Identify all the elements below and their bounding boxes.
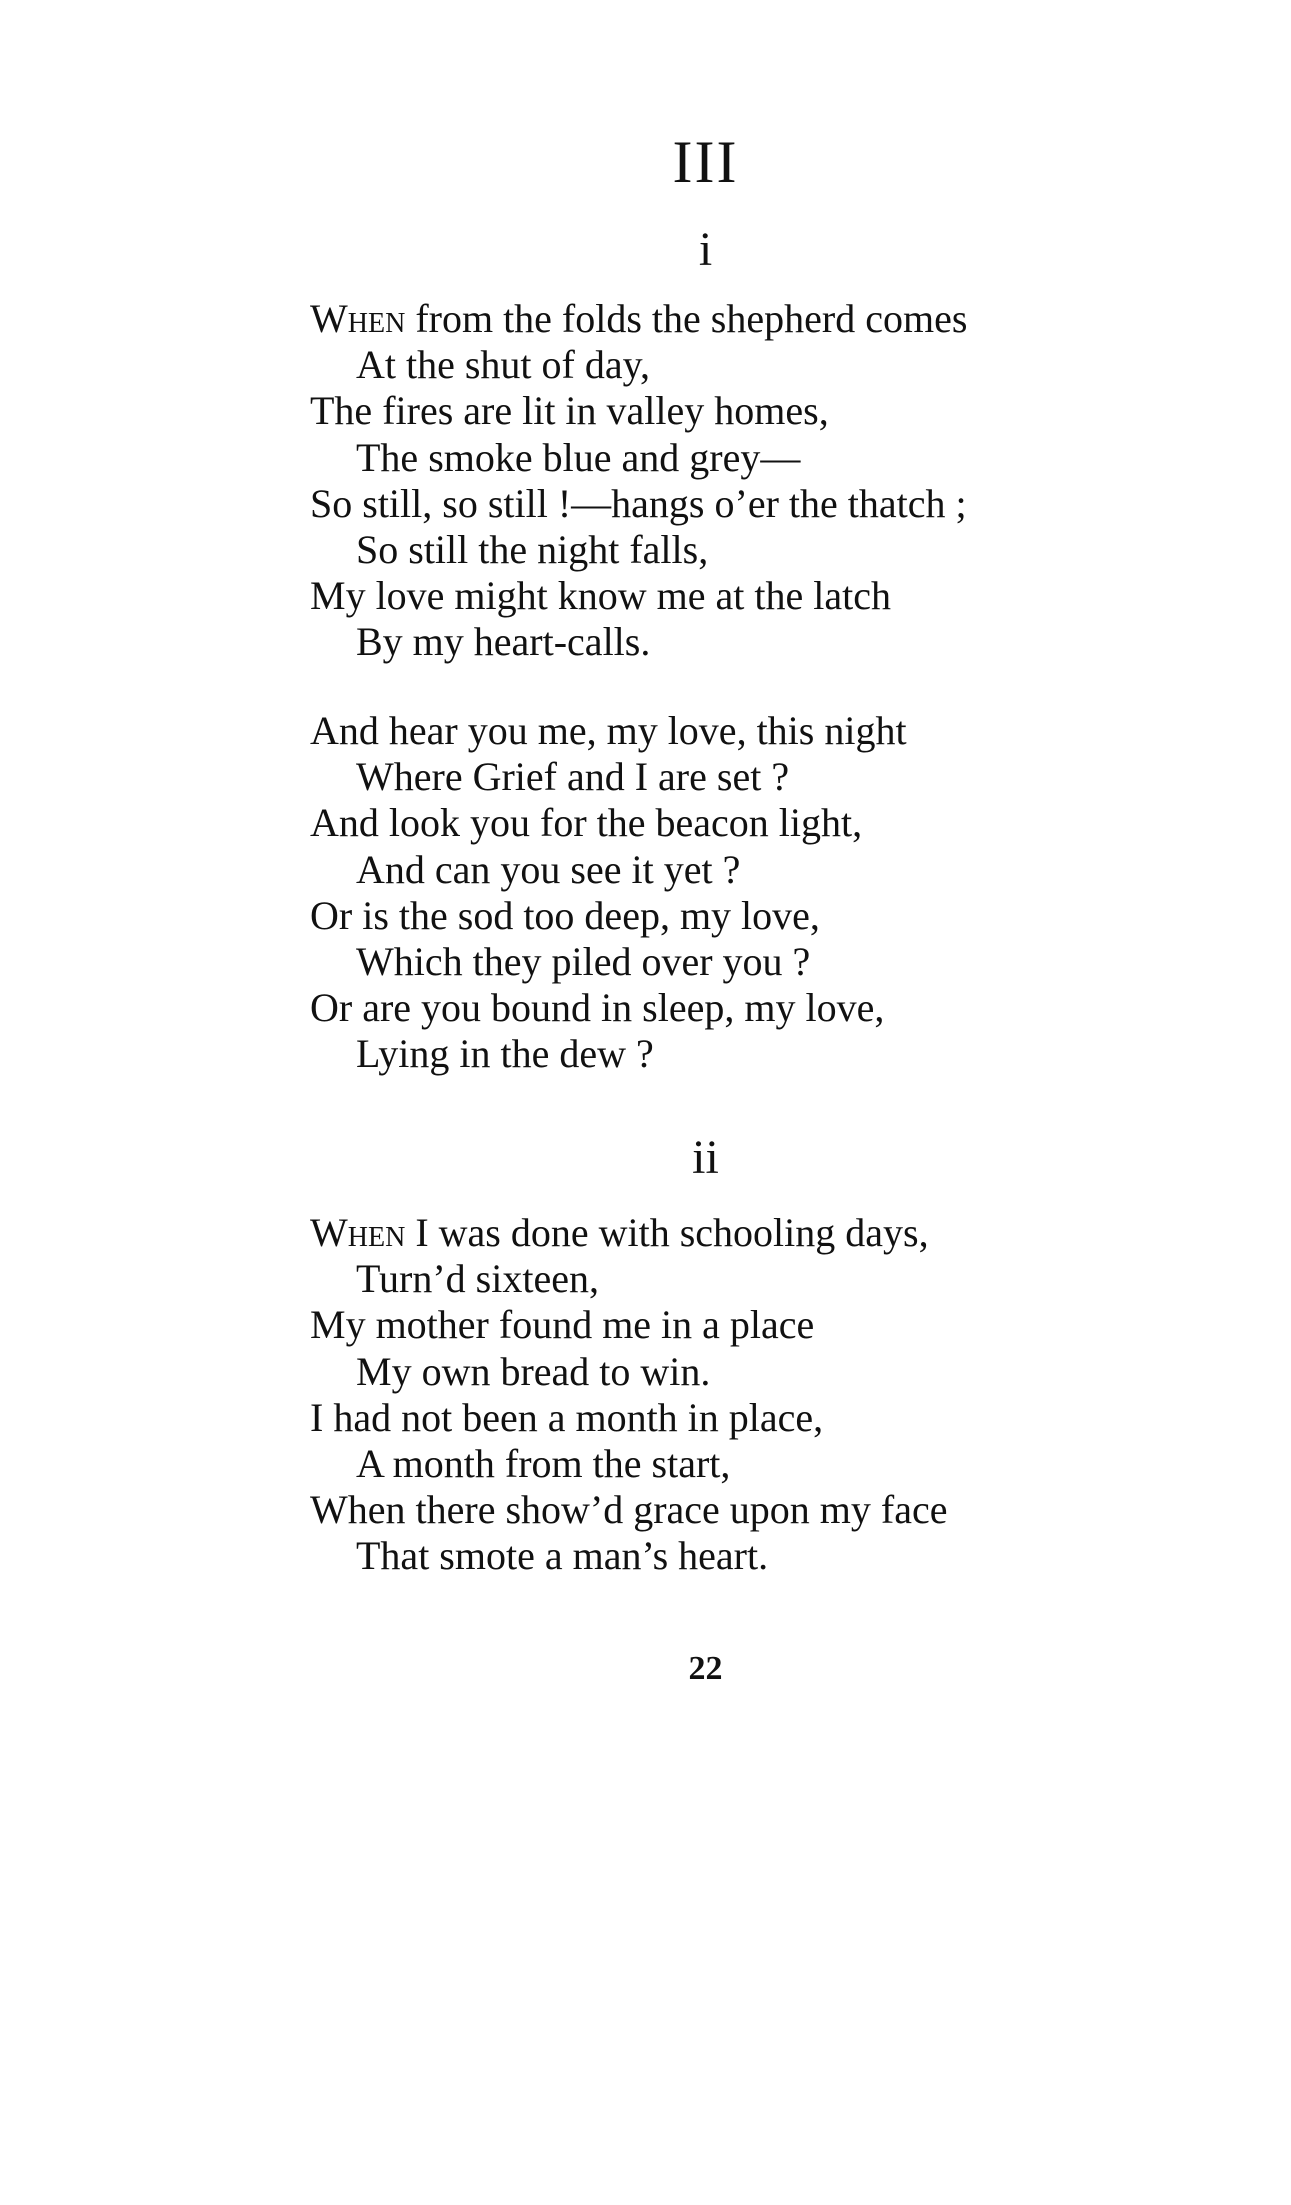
poem-line: My love might know me at the latch bbox=[310, 573, 891, 619]
poem-line: My mother found me in a place bbox=[310, 1302, 815, 1348]
section-title-ii: ii bbox=[692, 1131, 719, 1184]
poem-line: Where Grief and I are set ? bbox=[356, 754, 790, 800]
line-text: from the folds the shepherd comes bbox=[405, 296, 968, 341]
opening-word: When bbox=[310, 296, 406, 341]
poem-line: A month from the start, bbox=[356, 1441, 731, 1487]
part-title: III bbox=[672, 129, 739, 195]
poem-line: By my heart-calls. bbox=[356, 619, 651, 665]
opening-word: When bbox=[310, 1210, 406, 1255]
poem-line: The smoke blue and grey— bbox=[356, 434, 801, 480]
poem-line: And can you see it yet ? bbox=[356, 846, 741, 892]
stanza-3 bbox=[310, 1210, 1130, 1580]
poem-line bbox=[310, 1210, 1130, 1256]
poem-line: And look you for the beacon light, bbox=[310, 800, 863, 846]
poem-line: So still the night falls, bbox=[356, 527, 709, 573]
poem-line: At the shut of day, bbox=[356, 342, 651, 388]
poem-line: My own bread to win. bbox=[356, 1348, 711, 1394]
stanza-1 bbox=[310, 296, 1130, 666]
poem-line: Or is the sod too deep, my love, bbox=[310, 892, 820, 938]
poem-line: The fires are lit in valley homes, bbox=[310, 388, 829, 434]
poem-line: Which they piled over you ? bbox=[356, 939, 811, 985]
poem-line: I had not been a month in place, bbox=[310, 1394, 824, 1440]
poem-line: That smote a man’s heart. bbox=[356, 1533, 769, 1579]
poem-line: Or are you bound in sleep, my love, bbox=[310, 985, 885, 1031]
line-text: I was done with schooling days, bbox=[405, 1210, 929, 1255]
poem-line: Lying in the dew ? bbox=[356, 1031, 654, 1077]
stanza-2 bbox=[310, 708, 1130, 1078]
poem-line bbox=[310, 296, 1130, 342]
poem-line: And hear you me, my love, this night bbox=[310, 708, 907, 753]
poem-line: When there show’d grace upon my face bbox=[310, 1487, 948, 1533]
page-number: 22 bbox=[688, 1650, 723, 1687]
poem-line: So still, so still !—hangs o’er the thatch ; bbox=[310, 480, 967, 526]
section-title-i: i bbox=[698, 223, 713, 276]
poem-line: Turn’d sixteen, bbox=[356, 1256, 599, 1302]
